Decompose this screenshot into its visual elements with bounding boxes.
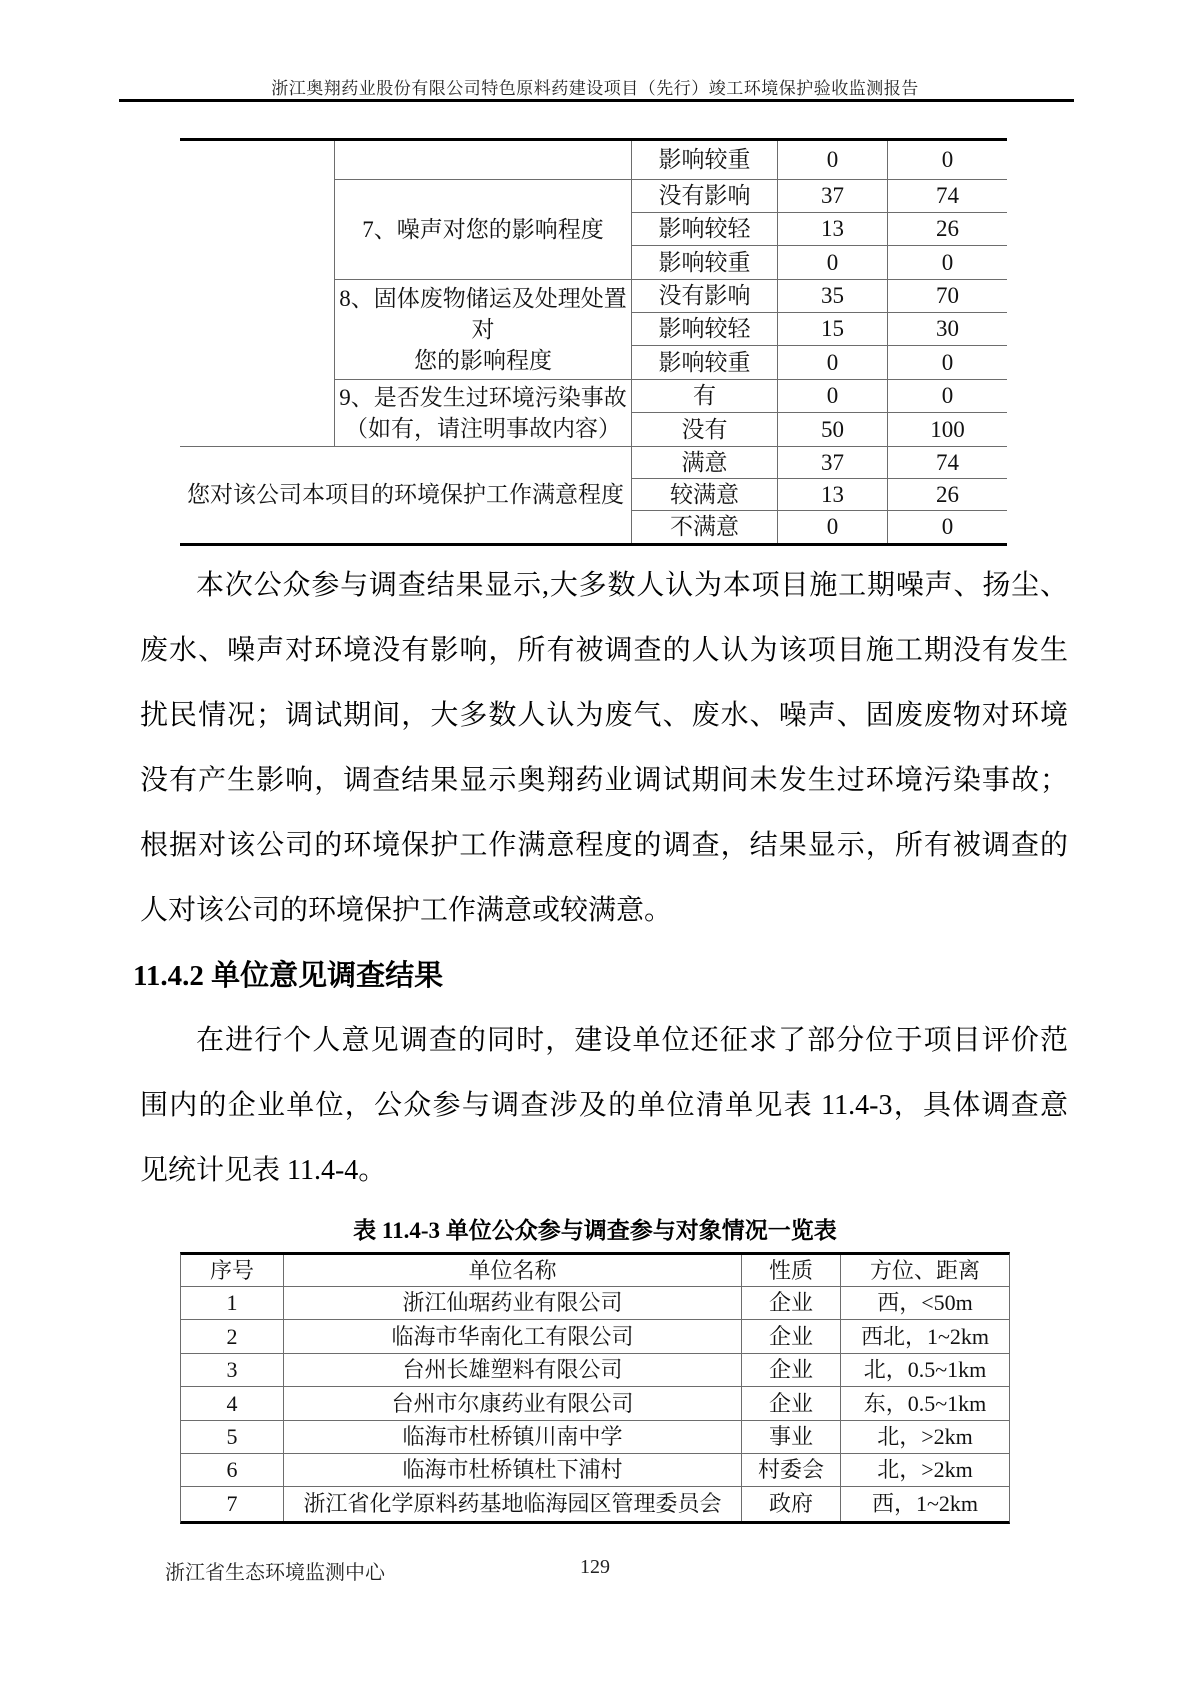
percent-cell: 74 (888, 180, 1007, 213)
option-cell: 没有 (632, 413, 778, 447)
satisfaction-label-cell: 您对该公司本项目的环境保护工作满意程度 (180, 447, 632, 543)
count-cell: 37 (778, 447, 888, 479)
body-paragraph1-line: 根据对该公司的环境保护工作满意程度的调查，结果显示，所有被调查的 (140, 830, 1068, 861)
question-cell-q8 (335, 280, 632, 380)
count-cell: 15 (778, 313, 888, 346)
survey-results-table (180, 138, 1007, 546)
percent-cell: 74 (888, 447, 1007, 479)
count-cell: 0 (778, 380, 888, 413)
count-cell: 50 (778, 413, 888, 447)
option-cell: 影响较重 (632, 246, 778, 280)
column-header-unit-name: 单位名称 (284, 1255, 742, 1287)
table-spacer-cell (180, 141, 335, 447)
table-row-cell: 企业 (742, 1287, 841, 1320)
option-cell: 满意 (632, 447, 778, 479)
option-cell: 影响较重 (632, 346, 778, 380)
column-header-direction-distance: 方位、距离 (841, 1255, 1009, 1287)
table-row-cell: 北，>2km (841, 1421, 1009, 1454)
percent-cell: 100 (888, 413, 1007, 447)
body-paragraph1-line: 废水、噪声对环境没有影响，所有被调查的人认为该项目施工期没有发生 (140, 635, 1068, 666)
table-row-cell: 企业 (742, 1320, 841, 1353)
percent-cell: 26 (888, 479, 1007, 511)
table-row-cell: 西北，1~2km (841, 1320, 1009, 1353)
table-row-cell: 5 (181, 1421, 284, 1454)
question-text: 7、噪声对您的影响程度 (362, 216, 604, 242)
table-row-cell: 临海市杜桥镇杜下浦村 (284, 1454, 742, 1487)
option-cell: 不满意 (632, 511, 778, 543)
table-row-cell: 企业 (742, 1387, 841, 1420)
table-row-cell: 2 (181, 1320, 284, 1353)
table-row-cell: 西，1~2km (871, 1491, 978, 1517)
column-header-index: 序号 (181, 1255, 284, 1287)
count-cell: 0 (778, 246, 888, 280)
percent-cell: 70 (888, 280, 1007, 313)
footer-organization: 浙江省生态环境监测中心 (165, 1562, 385, 1584)
percent-cell: 26 (888, 213, 1007, 246)
percent-cell: 0 (888, 141, 1007, 180)
percent-cell: 0 (888, 380, 1007, 413)
body-paragraph1-line: 扰民情况；调试期间，大多数人认为废气、废水、噪声、固废废物对环境 (140, 700, 1068, 731)
header-rule (119, 99, 1074, 102)
option-cell: 较满意 (632, 479, 778, 511)
table-row-cell: 6 (181, 1454, 284, 1487)
percent-cell: 0 (941, 514, 954, 540)
option-cell: 影响较轻 (632, 313, 778, 346)
table-row-cell: 临海市华南化工有限公司 (284, 1320, 742, 1353)
question-cell-empty (335, 141, 632, 180)
count-cell: 0 (778, 346, 888, 380)
footer-page-number: 129 (580, 1556, 610, 1578)
option-cell: 没有影响 (632, 180, 778, 213)
percent-cell: 30 (888, 313, 1007, 346)
option-cell: 影响较重 (632, 141, 778, 180)
question-text-line2: （如有，请注明事故内容） (345, 416, 621, 441)
question-cell-q7 (335, 180, 632, 280)
question-text-line2: 您的影响程度 (414, 348, 552, 374)
count-cell: 35 (778, 280, 888, 313)
table-row-cell: 事业 (742, 1421, 841, 1454)
body-paragraph2-line: 在进行个人意见调查的同时，建设单位还征求了部分位于项目评价范 (196, 1025, 1068, 1056)
count-cell: 37 (778, 180, 888, 213)
count-cell: 0 (778, 141, 888, 180)
body-paragraph2-line: 见统计见表 11.4-4。 (140, 1155, 387, 1186)
page-header-title: 浙江奥翔药业股份有限公司特色原料药建设项目（先行）竣工环境保护验收监测报告 (271, 79, 919, 98)
column-header-nature: 性质 (742, 1255, 841, 1287)
table-row-cell: 1 (181, 1287, 284, 1320)
table-row-cell: 企业 (742, 1354, 841, 1387)
table-row-cell: 临海市杜桥镇川南中学 (284, 1421, 742, 1454)
body-paragraph1-line: 本次公众参与调查结果显示,大多数人认为本项目施工期噪声、扬尘、 (196, 570, 1068, 601)
count-cell: 13 (778, 479, 888, 511)
table-row-cell: 4 (181, 1387, 284, 1420)
question-text-line1: 9、是否发生过环境污染事故 (339, 384, 627, 410)
option-cell: 有 (632, 380, 778, 413)
percent-cell: 0 (888, 246, 1007, 280)
table-row-cell: 政府 (742, 1487, 841, 1520)
table-row-cell: 北，>2km (841, 1454, 1009, 1487)
option-cell: 影响较轻 (632, 213, 778, 246)
percent-cell: 0 (888, 346, 1007, 380)
option-cell: 没有影响 (632, 280, 778, 313)
table-row-cell: 浙江仙琚药业有限公司 (284, 1287, 742, 1320)
table-row-cell: 浙江省化学原料药基地临海园区管理委员会 (284, 1487, 742, 1520)
table-row-cell: 台州长雄塑料有限公司 (284, 1354, 742, 1387)
body-paragraph1-line: 人对该公司的环境保护工作满意或较满意。 (140, 895, 673, 926)
count-cell: 0 (778, 511, 888, 543)
section-heading-11-4-2: 11.4.2 单位意见调查结果 (133, 960, 444, 992)
question-cell-q9 (335, 380, 632, 447)
table-row-cell: 7 (181, 1487, 284, 1520)
count-cell: 13 (778, 213, 888, 246)
table-row-cell: 村委会 (742, 1454, 841, 1487)
question-text-line1: 8、固体废物储运及处理处置对 (339, 285, 627, 342)
table-row-cell: 北，0.5~1km (841, 1354, 1009, 1387)
units-survey-table (180, 1252, 1010, 1524)
table-row-cell: 西，<50m (841, 1287, 1009, 1320)
table-row-cell: 台州市尔康药业有限公司 (284, 1387, 742, 1420)
body-paragraph2-line: 围内的企业单位，公众参与调查涉及的单位清单见表 11.4-3，具体调查意 (140, 1090, 1068, 1121)
table-row-cell: 东，0.5~1km (841, 1387, 1009, 1420)
body-paragraph1-line: 没有产生影响，调查结果显示奥翔药业调试期间未发生过环境污染事故； (140, 765, 1068, 796)
table-row-cell: 3 (181, 1354, 284, 1387)
table-11-4-3-caption: 表 11.4-3 单位公众参与调查参与对象情况一览表 (353, 1218, 837, 1243)
